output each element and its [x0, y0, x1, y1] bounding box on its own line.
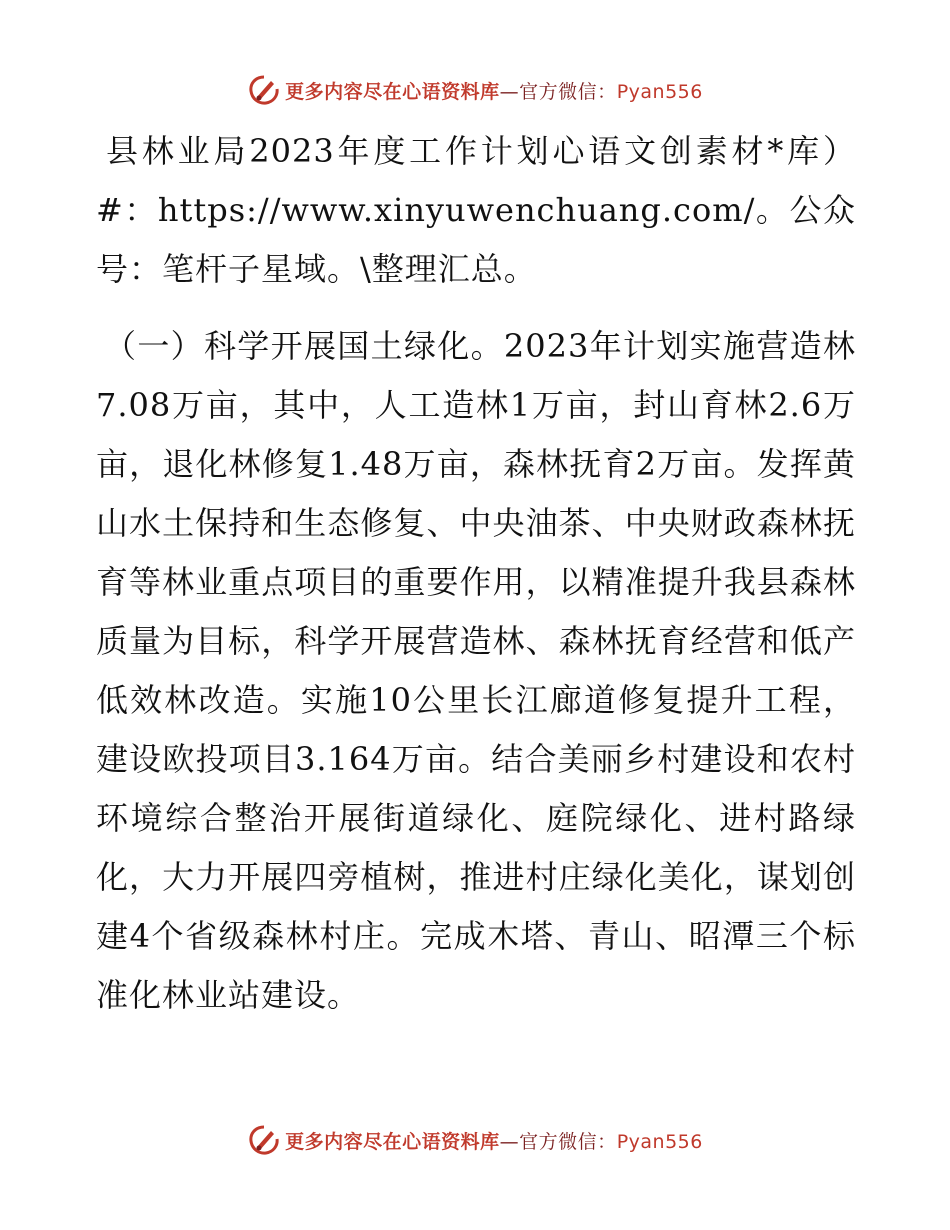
banner-highlight: 更多内容尽在心语资料库 — [285, 1130, 500, 1153]
pen-swirl-logo-icon — [247, 73, 281, 107]
banner-separator: — — [499, 80, 520, 103]
banner-highlight: 更多内容尽在心语资料库 — [285, 80, 500, 103]
banner-wechat-id: Pyan556 — [616, 1130, 703, 1153]
document-header-paragraph: 县林业局2023年度工作计划心语文创素材*库）#：https://www.xinyuwenchuang.com/。公众号：笔杆子星域。\整理汇总。 — [96, 132, 856, 288]
banner-subtitle: 官方微信： — [519, 1130, 617, 1153]
document-body — [96, 122, 856, 1025]
banner-subtitle: 官方微信： — [519, 80, 617, 103]
section-one-paragraph: （一）科学开展国土绿化。2023年计划实施营造林7.08万亩，其中，人工造林1万亩，封山育林2.6万亩，退化林修复1.48万亩，森林抚育2万亩。发挥黄山水土保持和生态修复、中央油茶、中央财政森林抚育等林业重点项目的重要作用，以精准提升我县森林质量为目标，科学开展营造林、森林抚育经营和低产低效林改造。实施10公里长江廊道修复提升工程，建设欧投项目3.164万亩。结合美丽乡村建设和农村环境综合整治开展街道绿化、庭院绿化、进村路绿化，大力开展四旁植树，推进村庄绿化美化，谋划创建4个省级森林村庄。完成木塔、青山、昭潭三个标准化林业站建设。 — [96, 327, 856, 1014]
banner-separator: — — [499, 1130, 520, 1153]
banner-text — [285, 77, 703, 104]
pen-swirl-logo-icon — [247, 1123, 281, 1157]
header-watermark-banner — [0, 68, 950, 112]
footer-watermark-banner — [0, 1118, 950, 1162]
banner-text — [285, 1127, 703, 1154]
banner-wechat-id: Pyan556 — [616, 80, 703, 103]
